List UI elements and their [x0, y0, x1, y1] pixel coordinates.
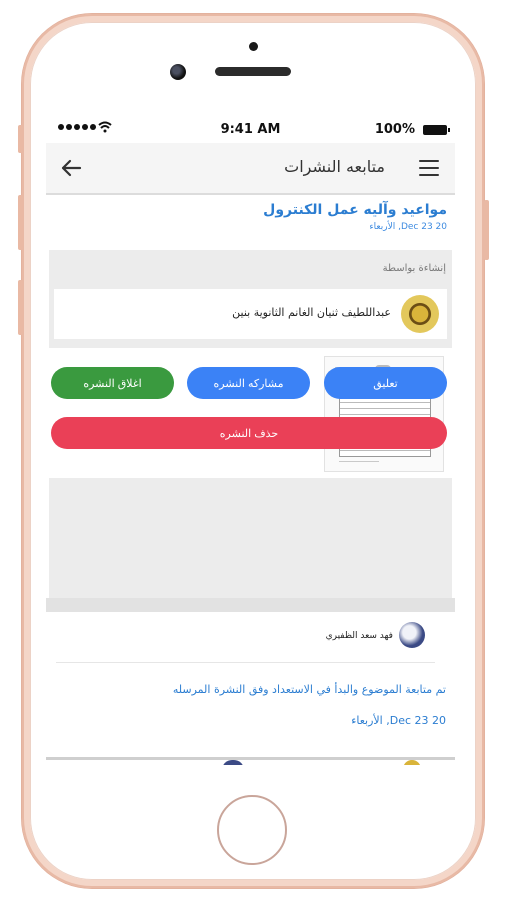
comment-item	[46, 612, 455, 762]
delete-post-button[interactable]: حذف النشره	[51, 417, 447, 449]
comment-text: تم متابعة الموضوع والبدأ في الاستعداد وفق النشرة المرسله	[172, 683, 446, 696]
share-post-button[interactable]: مشاركه النشره	[187, 367, 310, 399]
status-bar	[46, 117, 455, 143]
comment-author: فهد سعد الظفيري	[325, 631, 393, 641]
proximity-sensor	[249, 42, 258, 51]
volume-up-button	[18, 195, 23, 250]
close-post-button[interactable]: اغلاق النشره	[51, 367, 174, 399]
mute-switch	[18, 125, 23, 153]
section-divider	[46, 598, 455, 612]
comment-divider	[56, 662, 435, 663]
avatar	[399, 622, 425, 648]
author-row	[54, 289, 447, 339]
battery-percent: 100%	[374, 122, 415, 137]
author-name: عبداللطيف ثنيان الغانم الثانوية بنين	[232, 306, 391, 319]
volume-down-button	[18, 280, 23, 335]
arrow-left-icon[interactable]	[60, 158, 82, 178]
comment-button[interactable]: تعليق	[324, 367, 447, 399]
post-title: مواعيد وآليه عمل الكنترول	[263, 202, 447, 218]
power-button	[484, 200, 489, 260]
home-button[interactable]	[217, 795, 287, 865]
app-toolbar	[46, 143, 455, 195]
page-title: متابعه النشرات	[284, 157, 385, 176]
battery-icon	[423, 125, 447, 135]
hamburger-menu-icon[interactable]	[419, 160, 439, 176]
created-by-label: إنشاءة بواسطة	[382, 263, 446, 274]
post-date: Dec 23 20, الأربعاء	[369, 222, 447, 232]
status-time: 9:41 AM	[220, 122, 281, 137]
front-camera	[170, 64, 186, 80]
app-screen	[46, 117, 455, 765]
school-logo-icon	[401, 295, 439, 333]
list-divider	[46, 757, 455, 760]
earpiece-speaker	[215, 67, 291, 76]
comment-date: Dec 23 20, الأربعاء	[351, 714, 446, 727]
